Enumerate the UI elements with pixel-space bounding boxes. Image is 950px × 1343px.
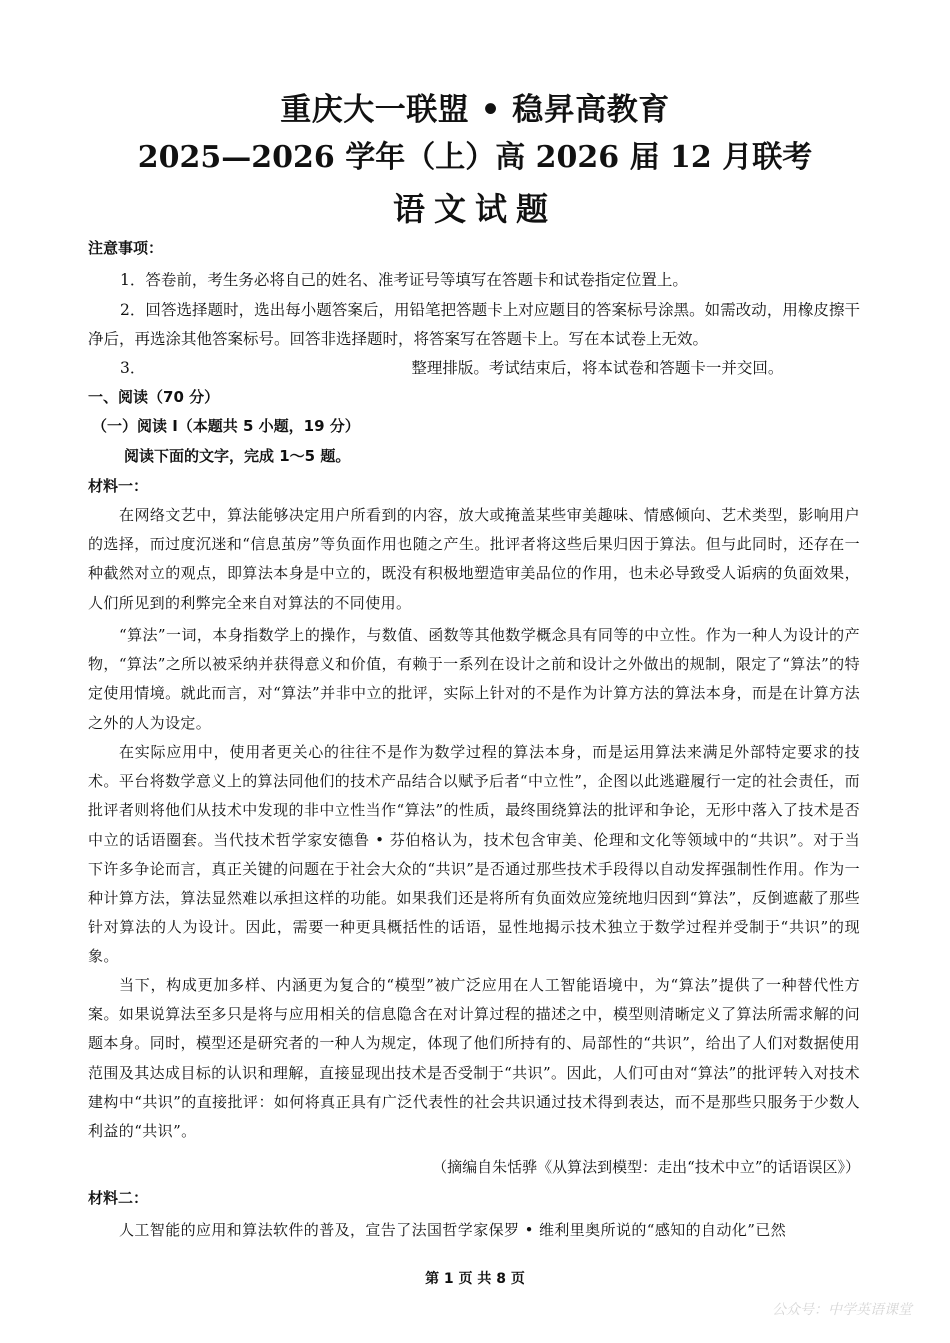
- exam-session-title: 2025—2026 学年（上）高 2026 届 12 月联考: [137, 140, 813, 175]
- material-1-paragraph-4: 当下，构成更加多样、内涵更为复合的“模型”被广泛应用在人工智能语境中，为“算法”提供了一种替代性方案。如果说算法至多只是将与应用相关的信息隐含在对计算过程的描述之中，模型则清晰定义了算法所需求解的问题本身。同时，模型还是研究者的一种人为规定，体现了他们所持有的、局部性的“共识”，给出了人们对数据使用范围及其达成目标的认识和理解，直接显现出技术是否受制于“共识”。因此，人们可由对“算法”的批评转入对技术建构中“共识”的直接批评：如何将真正具有广泛代表性的社会共识通过技术得到表达，而不是那些只服务于少数人利益的“共识”。: [88, 976, 860, 1141]
- page-number: 第 1 页 共 8 页: [425, 1271, 525, 1287]
- material-1-paragraph-1: 在网络文艺中，算法能够决定用户所看到的内容，放大或掩盖某些审美趣味、情感倾向、艺术类型，影响用户的选择，而过度沉迷和“信息茧房”等负面作用也随之产生。批评者将这些后果归因于算法。但与此同时，还存在一种截然对立的观点，即算法本身是中立的，既没有积极地塑造审美品位的作用，也未必导致受人诟病的负面效果，人们所见到的利弊完全来自对算法的不同使用。: [88, 506, 860, 612]
- watermark: 公众号：中学英语课堂: [772, 1302, 912, 1318]
- exam-subject-title: 语文试题: [392, 190, 557, 228]
- material-1-source: （摘编自朱恬骅《从算法到模型：走出“技术中立”的话语误区》）: [432, 1158, 860, 1176]
- subsection-reading-1-heading: （一）阅读 I（本题共 5 小题，19 分）: [92, 417, 360, 435]
- material-2-label: 材料二：: [88, 1189, 149, 1207]
- reading-instruction: 阅读下面的文字，完成 1～5 题。: [124, 447, 351, 465]
- section-reading-heading: 一、阅读（70 分）: [88, 388, 220, 406]
- notice-item-3-suffix: 整理排版。考试结束后，将本试卷和答题卡一并交回。: [411, 359, 784, 377]
- notice-item-2: 2．回答选择题时，选出每小题答案后，用铅笔把答题卡上对应题目的答案标号涂黑。如需改动，用橡皮擦干净后，再选涂其他答案标号。回答非选择题时，将答案写在答题卡上。写在本试卷上无效。: [88, 301, 860, 348]
- material-2-paragraph-1: 人工智能的应用和算法软件的普及，宣告了法国哲学家保罗 • 维利里奥所说的“感知的自动化”已然: [119, 1221, 787, 1239]
- material-1-paragraph-2: “算法”一词，本身指数学上的操作，与数值、函数等其他数学概念具有同等的中立性。作为一种人为设计的产物，“算法”之所以被采纳并获得意义和价值，有赖于一系列在设计之前和设计之外做出的规制，限定了“算法”的特定使用情境。就此而言，对“算法”并非中立的批评，实际上针对的不是作为计算方法的算法本身，而是在计算方法之外的人为设定。: [88, 626, 860, 732]
- exam-organizer-title: 重庆大一联盟 • 稳昇高教育: [280, 92, 670, 128]
- material-1-paragraph-3: 在实际应用中，使用者更关心的往往不是作为数学过程的算法本身，而是运用算法来满足外部特定要求的技术。平台将数学意义上的算法同他们的技术产品结合以赋予后者“中立性”，企图以此逃避履行一定的社会责任，而批评者则将他们从技术中发现的非中立性当作“算法”的性质，最终围绕算法的批评和争论，无形中落入了技术是否中立的话语圈套。当代技术哲学家安德鲁 • 芬伯格认为，技术包含审美、伦理和文化等领域中的“共识”。对于当下许多争论而言，真正关键的问题在于社会大众的“共识”是否通过那些技术手段得以自动发挥强制性作用。作为一种计算方法，算法显然难以承担这样的功能。如果我们还是将所有负面效应笼统地归因到“算法”，反倒遮蔽了那些针对算法的人为设计。因此，需要一种更具概括性的话语，显性地揭示技术独立于数学过程并受制于“共识”的现象。: [88, 743, 860, 966]
- notice-item-3-prefix: 3．: [120, 359, 146, 377]
- material-1-label: 材料一：: [88, 477, 149, 495]
- notice-item-3: [88, 354, 860, 383]
- notice-heading: 注意事项：: [88, 239, 164, 257]
- notice-item-1: 1．答卷前，考生务必将自己的姓名、准考证号等填写在答题卡和试卷指定位置上。: [120, 271, 688, 289]
